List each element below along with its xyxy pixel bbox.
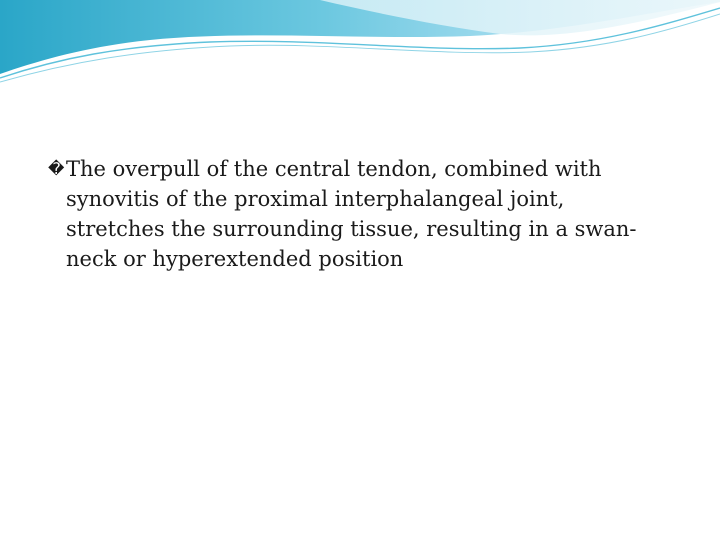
bullet-icon: � bbox=[48, 159, 65, 178]
bullet-text: The overpull of the central tendon, combined with synovitis of the proximal interphalangeal joint, stretches the surrounding tissue, resulting in a swan-neck or hyperextended position bbox=[66, 157, 637, 271]
header-wave-decoration bbox=[0, 0, 720, 90]
bullet-item bbox=[48, 154, 668, 274]
slide-content bbox=[48, 154, 668, 274]
